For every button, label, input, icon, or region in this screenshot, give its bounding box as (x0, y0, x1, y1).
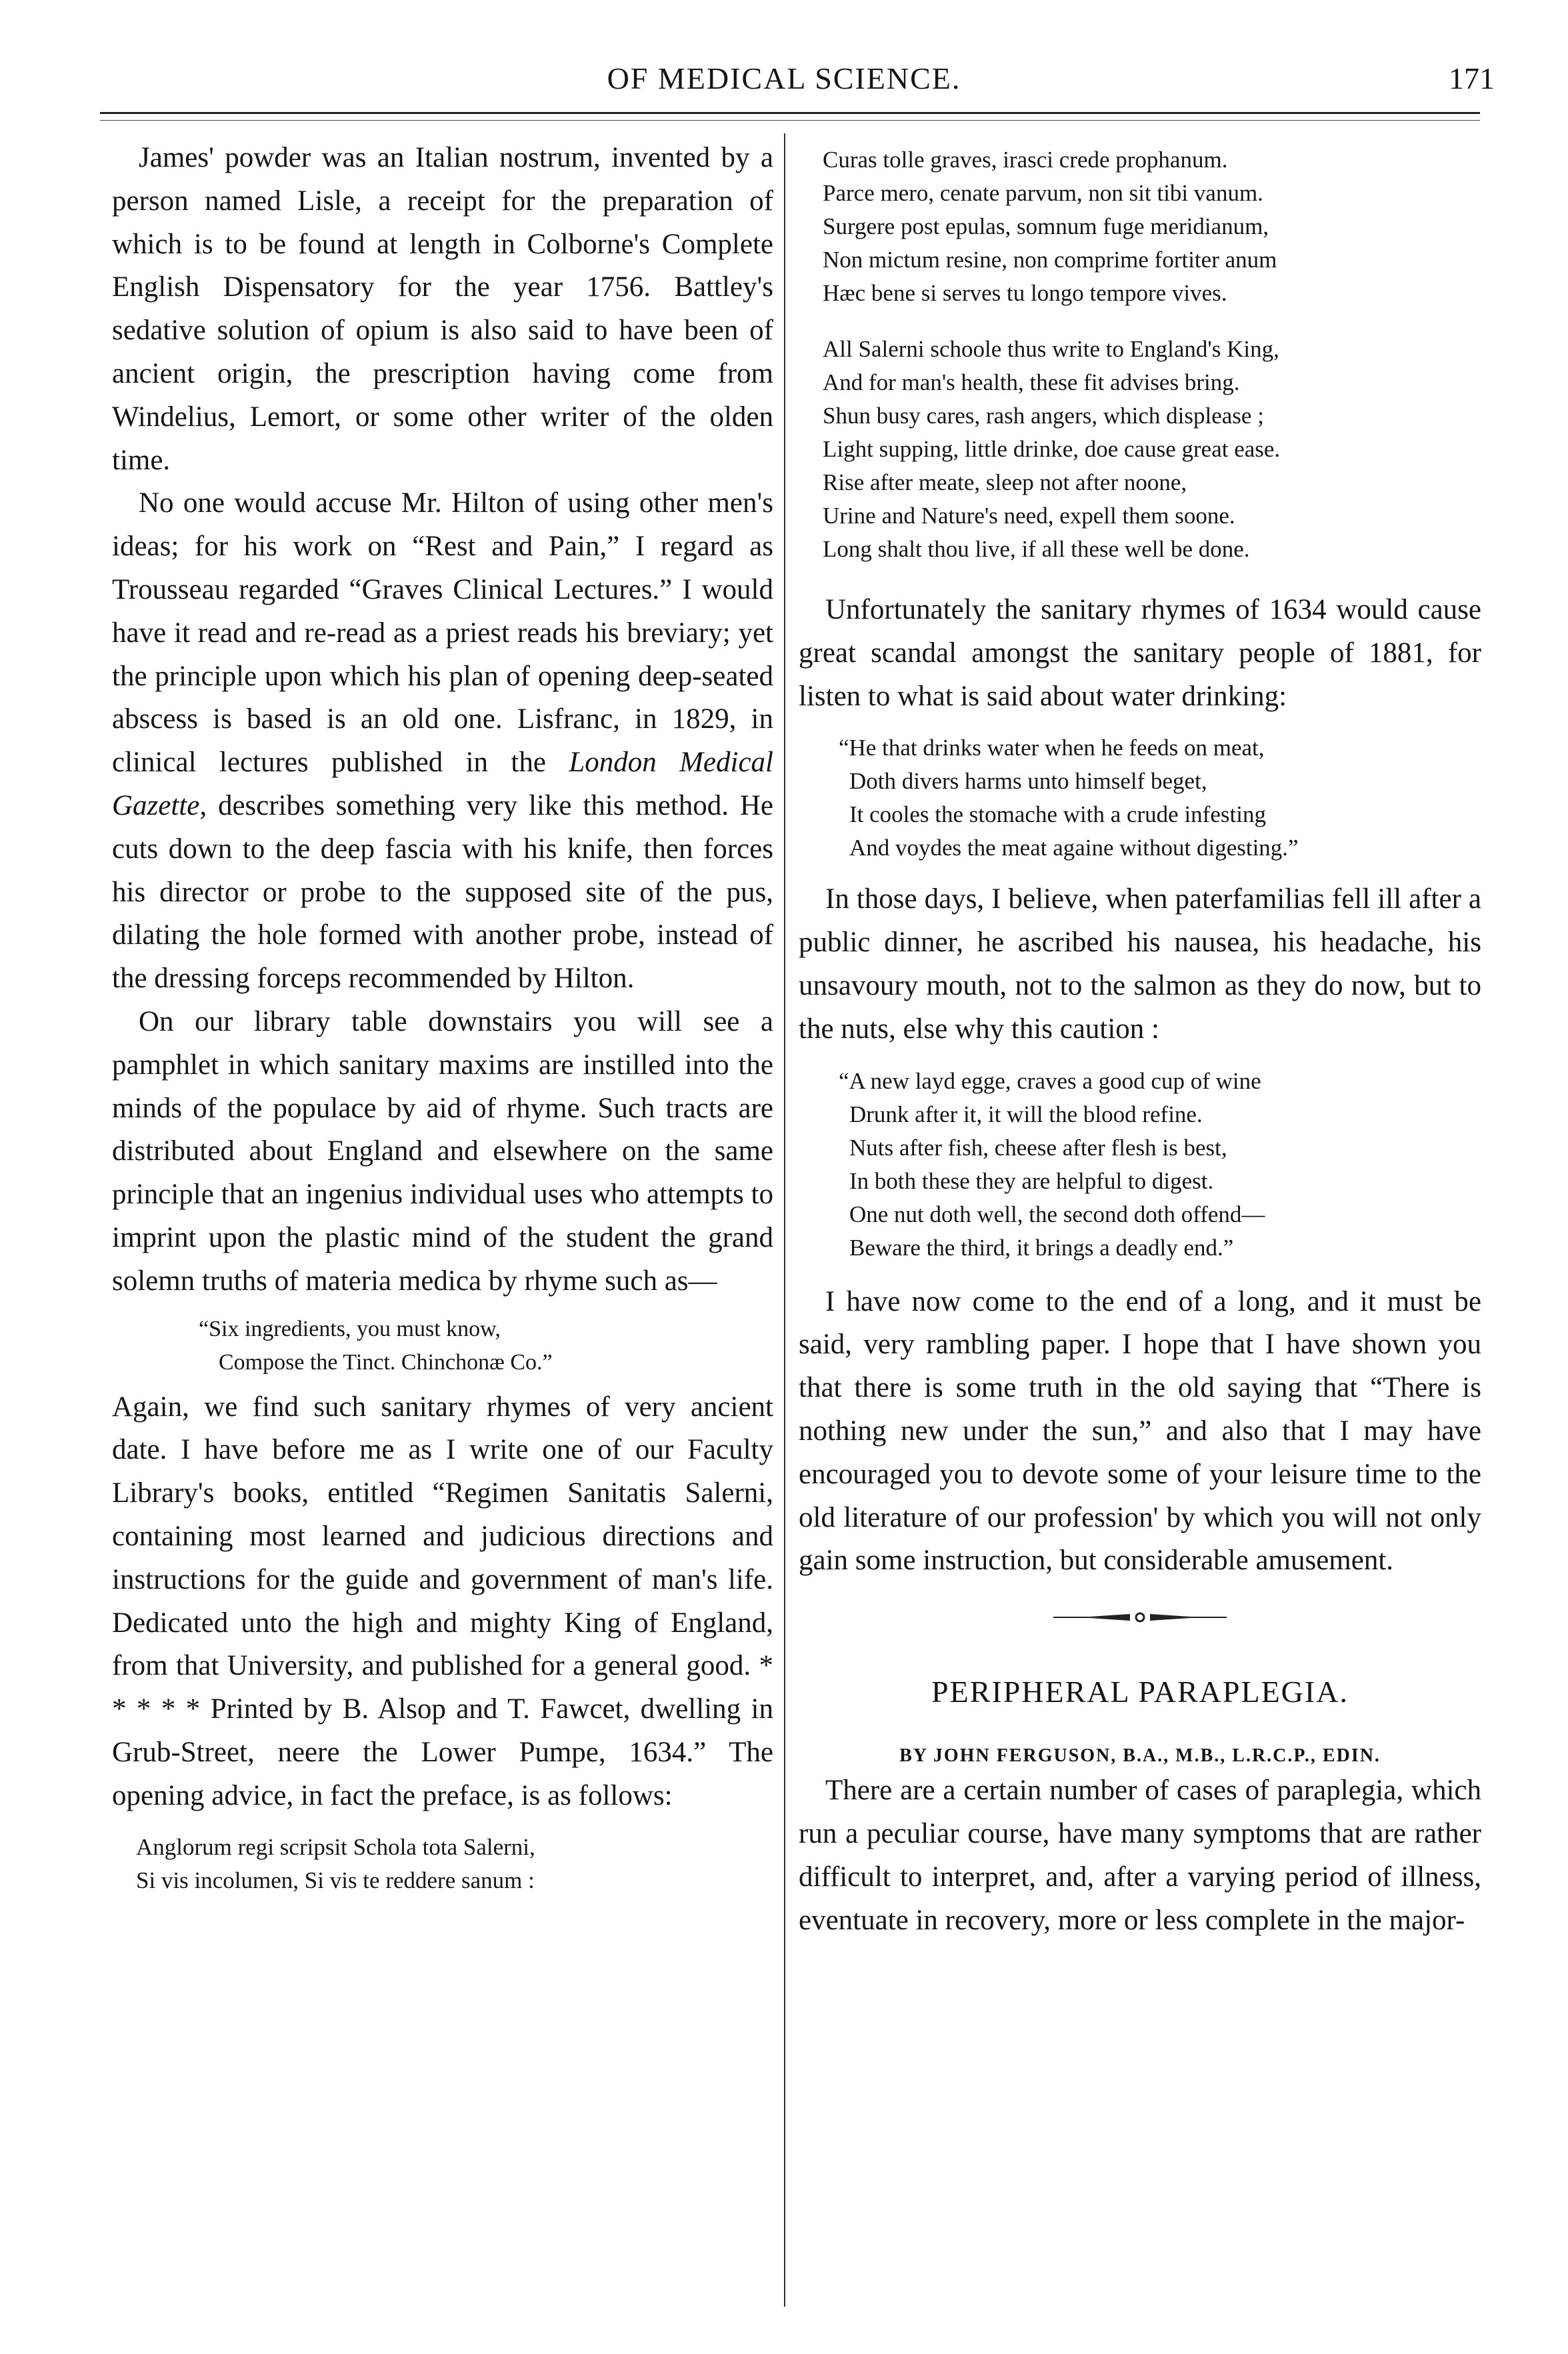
verse-line: It cooles the stomache with a crude infesting (849, 801, 1266, 828)
verse-line: And voydes the meat againe without digesting.” (849, 835, 1299, 861)
verse-line: Shun busy cares, rash angers, which displease ; (823, 403, 1264, 429)
paragraph-james-powder: James' powder was an Italian nostrum, invented by a person named Lisle, a receipt for the preparation of which is to be found at length in Colborne's Complete English Dispensatory for the year 1756. Battley's sedative solution of opium is also said to have been of ancient origin, the prescription having come from Windelius, Lemort, or some other writer of the olden time. (112, 142, 773, 476)
verse-line: Urine and Nature's need, expell them soone. (823, 503, 1235, 529)
latin-verse-continued (799, 143, 1481, 310)
latin-line: Anglorum regi scripsit Schola tota Salerni, (136, 1834, 535, 1861)
verse-line: Beware the third, it brings a deadly end.” (849, 1234, 1234, 1261)
page-number: 171 (1449, 61, 1495, 95)
verse-line: And for man's health, these fit advises bring. (823, 369, 1240, 395)
paragraph-conclusion: I have now come to the end of a long, and it must be said, very rambling paper. I hope that I have shown you that there is some truth in the old saying that “There is nothing new under the sun,” and also that I may have encouraged you to devote some of your leisure time to the old literature of our profession' by which you will not only gain some instruction, but considerable amusement. (799, 1285, 1481, 1577)
verse-line: Drunk after it, it will the blood refine. (849, 1101, 1203, 1127)
paragraph-sanitary-rhymes: Unfortunately the sanitary rhymes of 1634 would cause great scandal amongst the sanitary people of 1881, for listen to what is said about water drinking: (799, 594, 1481, 712)
latin-line: Surgere post epulas, somnum fuge meridianum, (823, 213, 1269, 239)
verse-line: “A new layd egge, craves a good cup of wine (839, 1067, 1261, 1094)
verse-line: Rise after meate, sleep not after noone, (823, 469, 1187, 495)
verse-line: All Salerni schoole thus write to England's King, (823, 336, 1279, 362)
paragraph-hilton-text-2: describes something very like this method. He cuts down to the deep fascia with his knife, then forces his director or probe to the supposed site of the pus, dilating the hole formed with another probe, instead of the dressing forceps recommended by Hilton. (112, 789, 773, 995)
latin-line: Hæc bene si serves tu longo tempore vives. (823, 280, 1227, 306)
article-byline: BY JOHN FERGUSON, B.A., M.B., L.R.C.P., EDIN. (899, 1745, 1381, 1767)
latin-verse-start (112, 1831, 773, 1897)
paragraph-library-table: On our library table downstairs you will see a pamphlet in which sanitary maxims are instilled into the minds of the populace by aid of rhyme. Such tracts are distributed about England and elsewhere on the same principle that an ingenius individual uses who attempts to imprint upon the plastic mind of the student the grand solemn truths of materia medica by rhyme such as— (112, 1005, 773, 1297)
paragraph-paterfamilias: In those days, I believe, when paterfamilias fell ill after a public dinner, he ascribed his nausea, his headache, his unsavoury mouth, not to the salmon as they do now, but to the nuts, else why this caution : (799, 883, 1481, 1045)
verse-line: Light supping, little drinke, doe cause great ease. (823, 436, 1281, 462)
verse-line: In both these they are helpful to digest. (849, 1167, 1214, 1194)
paragraph-hilton-text-1: No one would accuse Mr. Hilton of using other men's ideas; for his work on “Rest and Pain,” I regard as Trousseau regarded “Graves Clinical Lectures.” I would have it read and re-read as a priest reads his breviary; yet the principle upon which his plan of opening deep-seated abscess is based is an old one. Lisfranc, in 1829, in clinical lectures published in the (112, 487, 773, 779)
verse-line: “He that drinks water when he feeds on meat, (839, 735, 1265, 761)
header-rule-thin (100, 120, 1480, 121)
rhyme-tincture (112, 1313, 773, 1379)
egg-verse (799, 1065, 1481, 1265)
rhyme-line: “Six ingredients, you must know, (199, 1316, 501, 1341)
latin-line: Parce mero, cenate parvum, non sit tibi vanum. (823, 180, 1263, 206)
paragraph-paraplegia-intro: There are a certain number of cases of paraplegia, which run a peculiar course, have many symptoms that are rather difficult to interpret, and, after a varying period of illness, eventuate in recovery, more or less complete in the major- (799, 1775, 1481, 1936)
rhyme-line: Compose the Tinct. Chinchonæ Co.” (219, 1349, 553, 1375)
paragraph-hilton (112, 482, 773, 1001)
right-column (799, 137, 1481, 1942)
paragraph-regimen: Again, we find such sanitary rhymes of very ancient date. I have before me as I write one of our Faculty Library's books, entitled “Regimen Sanitatis Salerni, containing most learned and judicious directions and instructions for the guide and government of man's life. Dedicated unto the high and mighty King of England, from that University, and published for a general good. * * * * * Printed by B. Alsop and T. Fawcet, dwelling in Grub-Street, neere the Lower Pumpe, 1634.” The opening advice, in fact the preface, is as follows: (112, 1391, 773, 1811)
journal-name-italic: London Medical Gazette, (112, 747, 773, 821)
english-verse (799, 333, 1481, 566)
article-title: PERIPHERAL PARAPLEGIA. (931, 1675, 1349, 1709)
verse-line: Long shalt thou live, if all these well be done. (823, 536, 1250, 562)
latin-line: Si vis incolumen, Si vis te reddere sanum : (136, 1867, 535, 1894)
water-verse (799, 731, 1481, 865)
verse-line: One nut doth well, the second doth offend— (849, 1201, 1265, 1227)
column-divider (784, 133, 785, 2307)
verse-line: Doth divers harms unto himself beget, (849, 768, 1207, 795)
left-column (112, 137, 773, 1897)
verse-line: Nuts after fish, cheese after flesh is best, (849, 1134, 1227, 1161)
latin-line: Non mictum resine, non comprime fortiter anum (823, 247, 1277, 273)
section-ornament (1040, 1609, 1240, 1625)
latin-line: Curas tolle graves, irasci crede prophanum. (823, 147, 1228, 173)
header-rule (100, 112, 1480, 114)
running-title: OF MEDICAL SCIENCE. (607, 61, 961, 95)
